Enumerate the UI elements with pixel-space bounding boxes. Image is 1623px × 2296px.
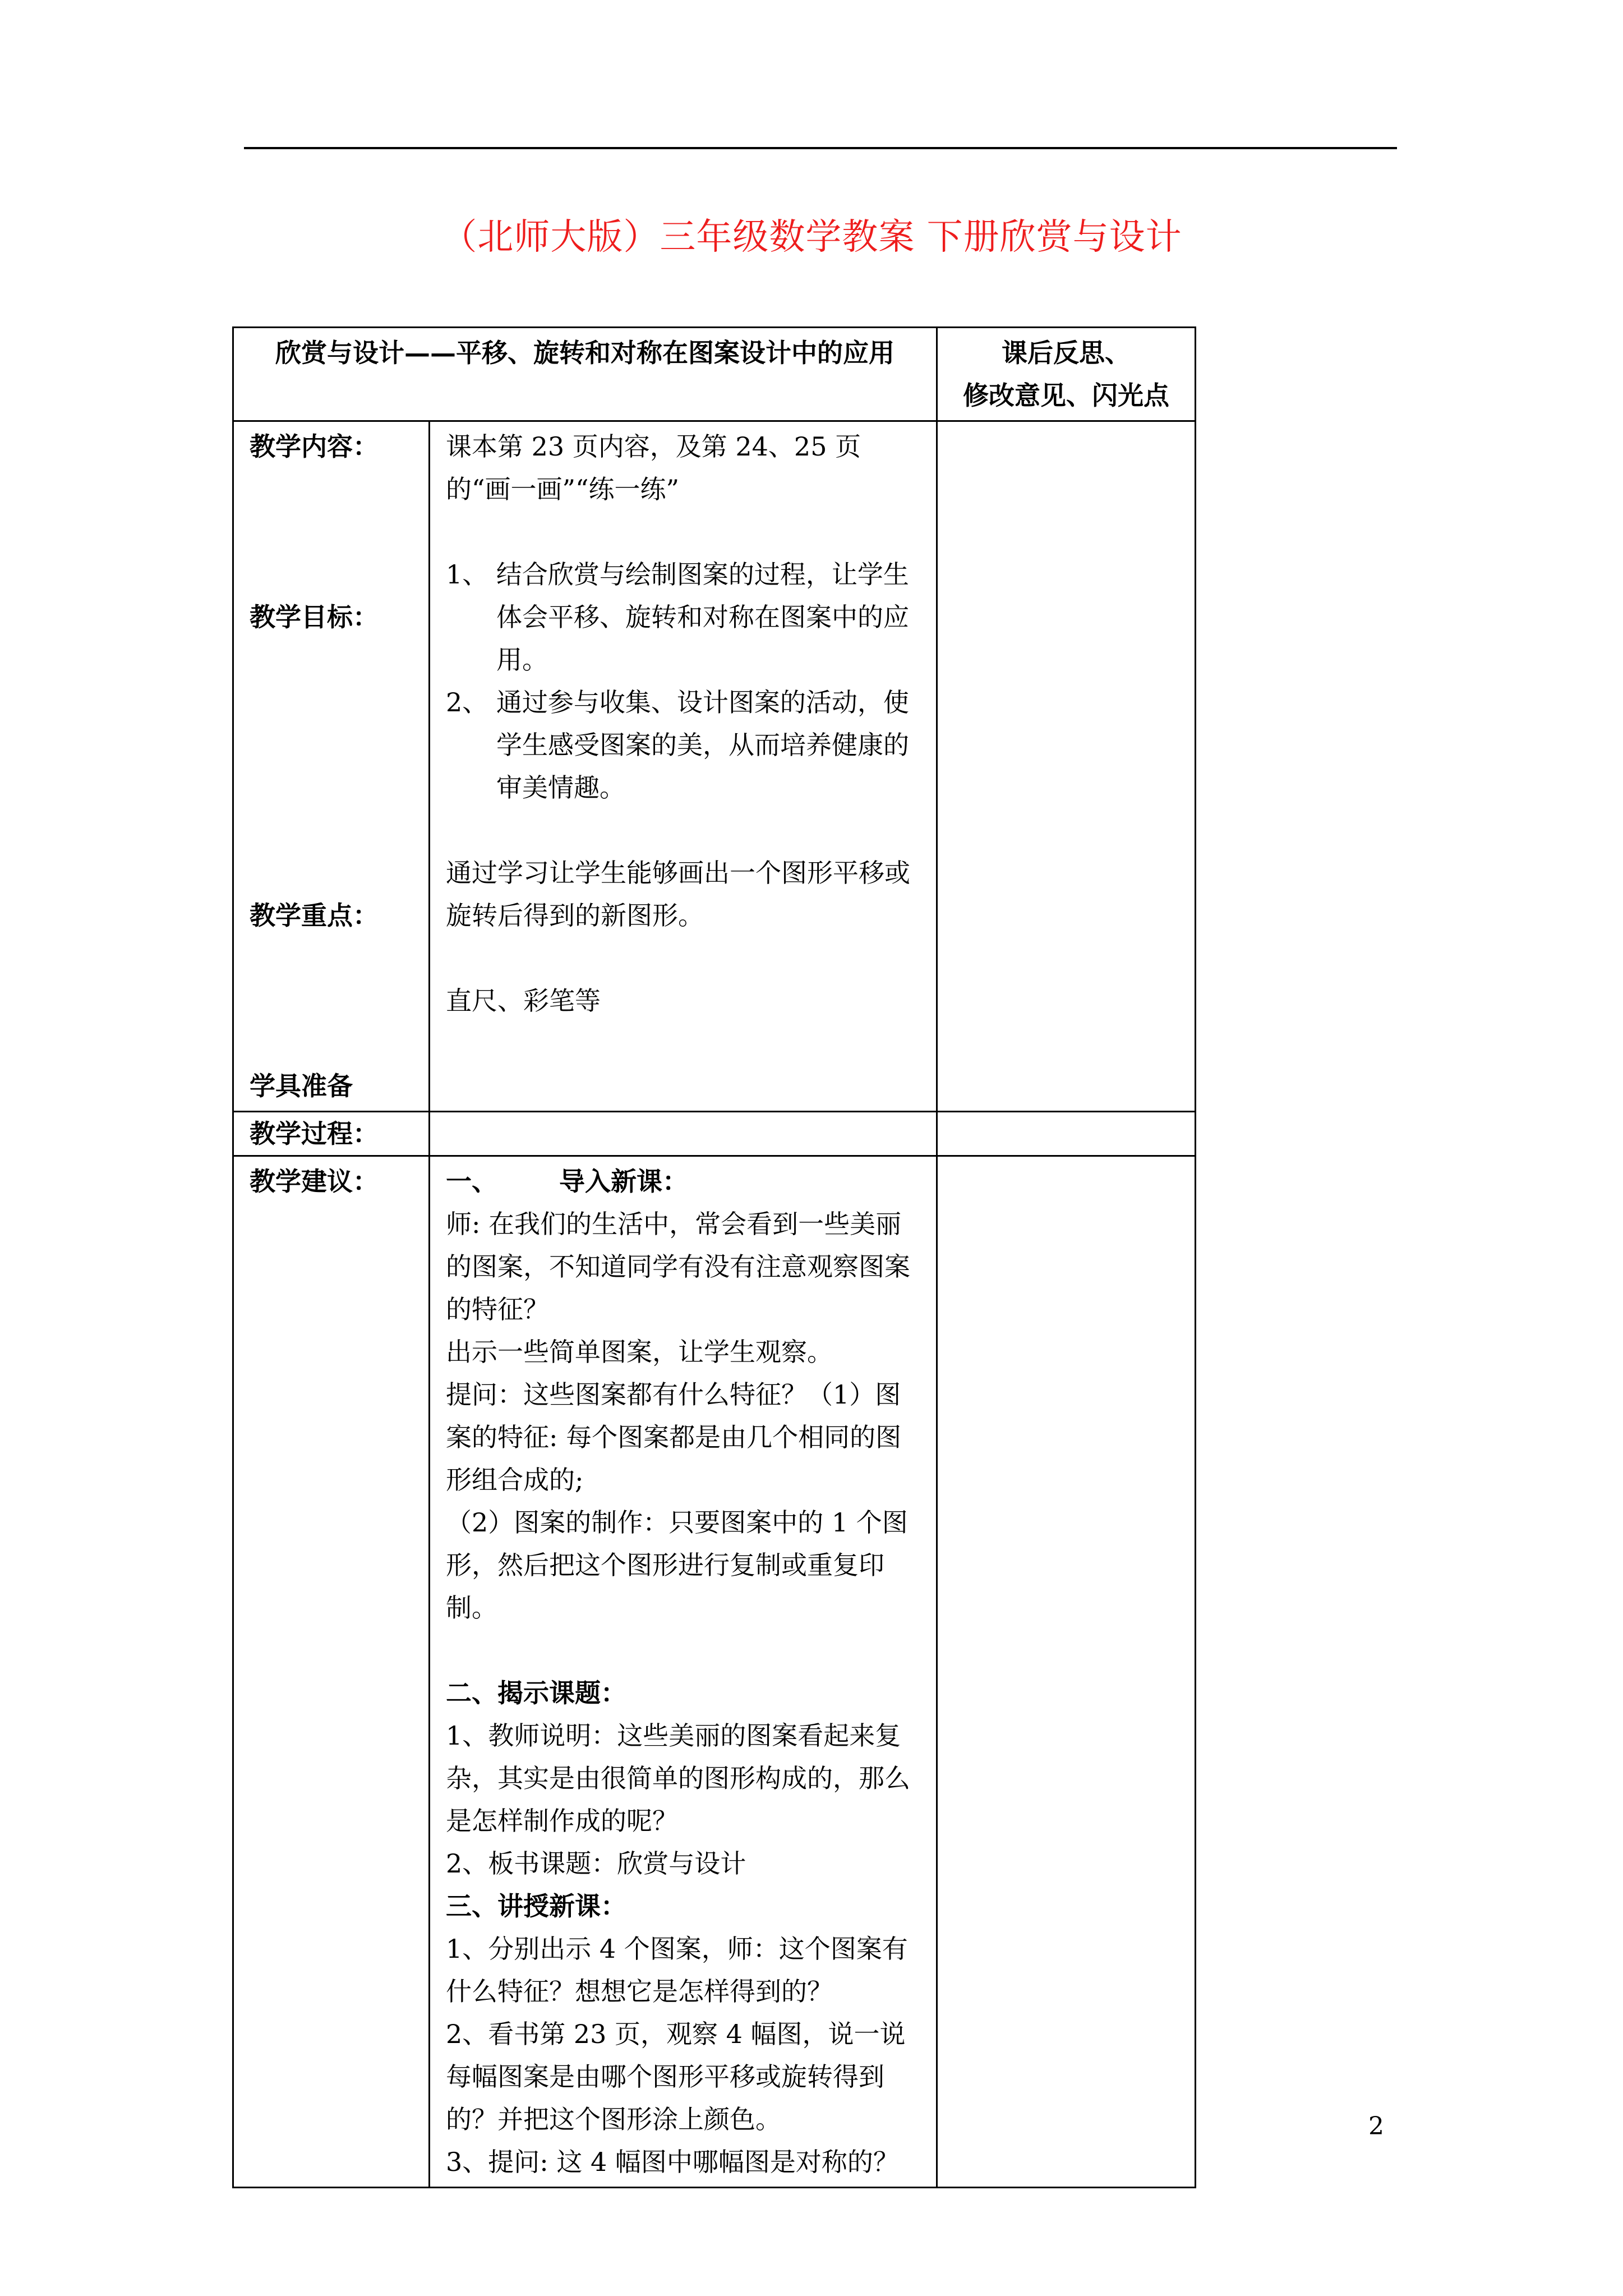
part1-heading (446, 1160, 920, 1203)
reflection-cell-advice (937, 1156, 1196, 2188)
goal-item-2: 2、 通过参与收集、设计图案的活动，使学生感受图案的美，从而培养健康的审美情趣。 (446, 687, 909, 803)
header-rule (244, 147, 1397, 149)
part3-line-1: 1、分别出示 4 个图案，师：这个图案有什么特征？想想它是怎样得到的？ (446, 1934, 908, 2007)
table-row-overview (233, 421, 1196, 1112)
part2-line-1: 1、教师说明：这些美丽的图案看起来复杂，其实是由很简单的图形构成的，那么是怎样制作成的呢？ (446, 1720, 910, 1836)
part3-line-3: 3、提问: 这 4 幅图中哪幅图是对称的？ (446, 2147, 899, 2177)
part3-title: 三、讲授新课： (446, 1891, 626, 1921)
goal-item-1: 1、 结合欣赏与绘制图案的过程，让学生体会平移、旋转和对称在图案中的应用。 (446, 559, 909, 675)
label-tools: 学具准备 (250, 1071, 353, 1101)
part1-line-3: 提问：这些图案都有什么特征？（1）图案的特征: 每个图案都是由几个相同的图形组合成的; (446, 1379, 902, 1495)
reflection-header-cell (937, 328, 1196, 421)
table-row-process (233, 1112, 1196, 1156)
tools-text: 直尺、彩笔等 (446, 986, 601, 1016)
reflection-cell-process (937, 1112, 1196, 1156)
part3-line-2: 2、看书第 23 页，观察 4 幅图，说一说每幅图案是由哪个图形平移或旋转得到的？并把这个图形涂上颜色。 (446, 2019, 906, 2134)
advice-content (430, 1156, 937, 2188)
table-row-advice (233, 1156, 1196, 2188)
table-header-row (233, 328, 1196, 421)
process-content (430, 1112, 937, 1156)
key-text: 通过学习让学生能够画出一个图形平移或旋转后得到的新图形。 (446, 858, 910, 931)
document-title: （北师大版）三年级数学教案 下册欣赏与设计 (441, 217, 1182, 258)
part2-title: 二、揭示课题： (446, 1678, 626, 1708)
lesson-plan-table (232, 326, 1196, 2188)
reflection-header-line-1: 课后反思、 (1002, 338, 1131, 368)
page-number: 2 (1368, 2112, 1384, 2141)
label-advice: 教学建议： (233, 1156, 430, 2188)
lesson-title-cell: 欣赏与设计——平移、旋转和对称在图案设计中的应用 (233, 328, 937, 421)
part1-line-4: （2）图案的制作：只要图案中的 1 个图形，然后把这个图形进行复制或重复印制。 (446, 1507, 908, 1623)
part1-line-2: 出示一些简单图案，让学生观察。 (446, 1337, 833, 1367)
reflection-cell-overview (937, 421, 1196, 1112)
part2-line-2: 2、板书课题：欣赏与设计 (446, 1848, 746, 1879)
part1-line-1: 师: 在我们的生活中，常会看到一些美丽的图案，不知道同学有没有注意观察图案的特征？ (446, 1209, 910, 1324)
reflection-header-line-2: 修改意见、闪光点 (963, 380, 1169, 411)
content-text: 课本第 23 页内容，及第 24、25 页的“画一画”“练一练” (446, 431, 861, 504)
part1-title: 导入新课： (559, 1166, 688, 1197)
part1-number: 一、 (446, 1166, 497, 1197)
label-process: 教学过程： (233, 1112, 430, 1156)
overview-labels (233, 421, 430, 1112)
label-goals: 教学目标： (250, 602, 379, 632)
overview-content (430, 421, 937, 1112)
label-key: 教学重点： (250, 900, 379, 931)
label-content: 教学内容： (250, 431, 379, 462)
